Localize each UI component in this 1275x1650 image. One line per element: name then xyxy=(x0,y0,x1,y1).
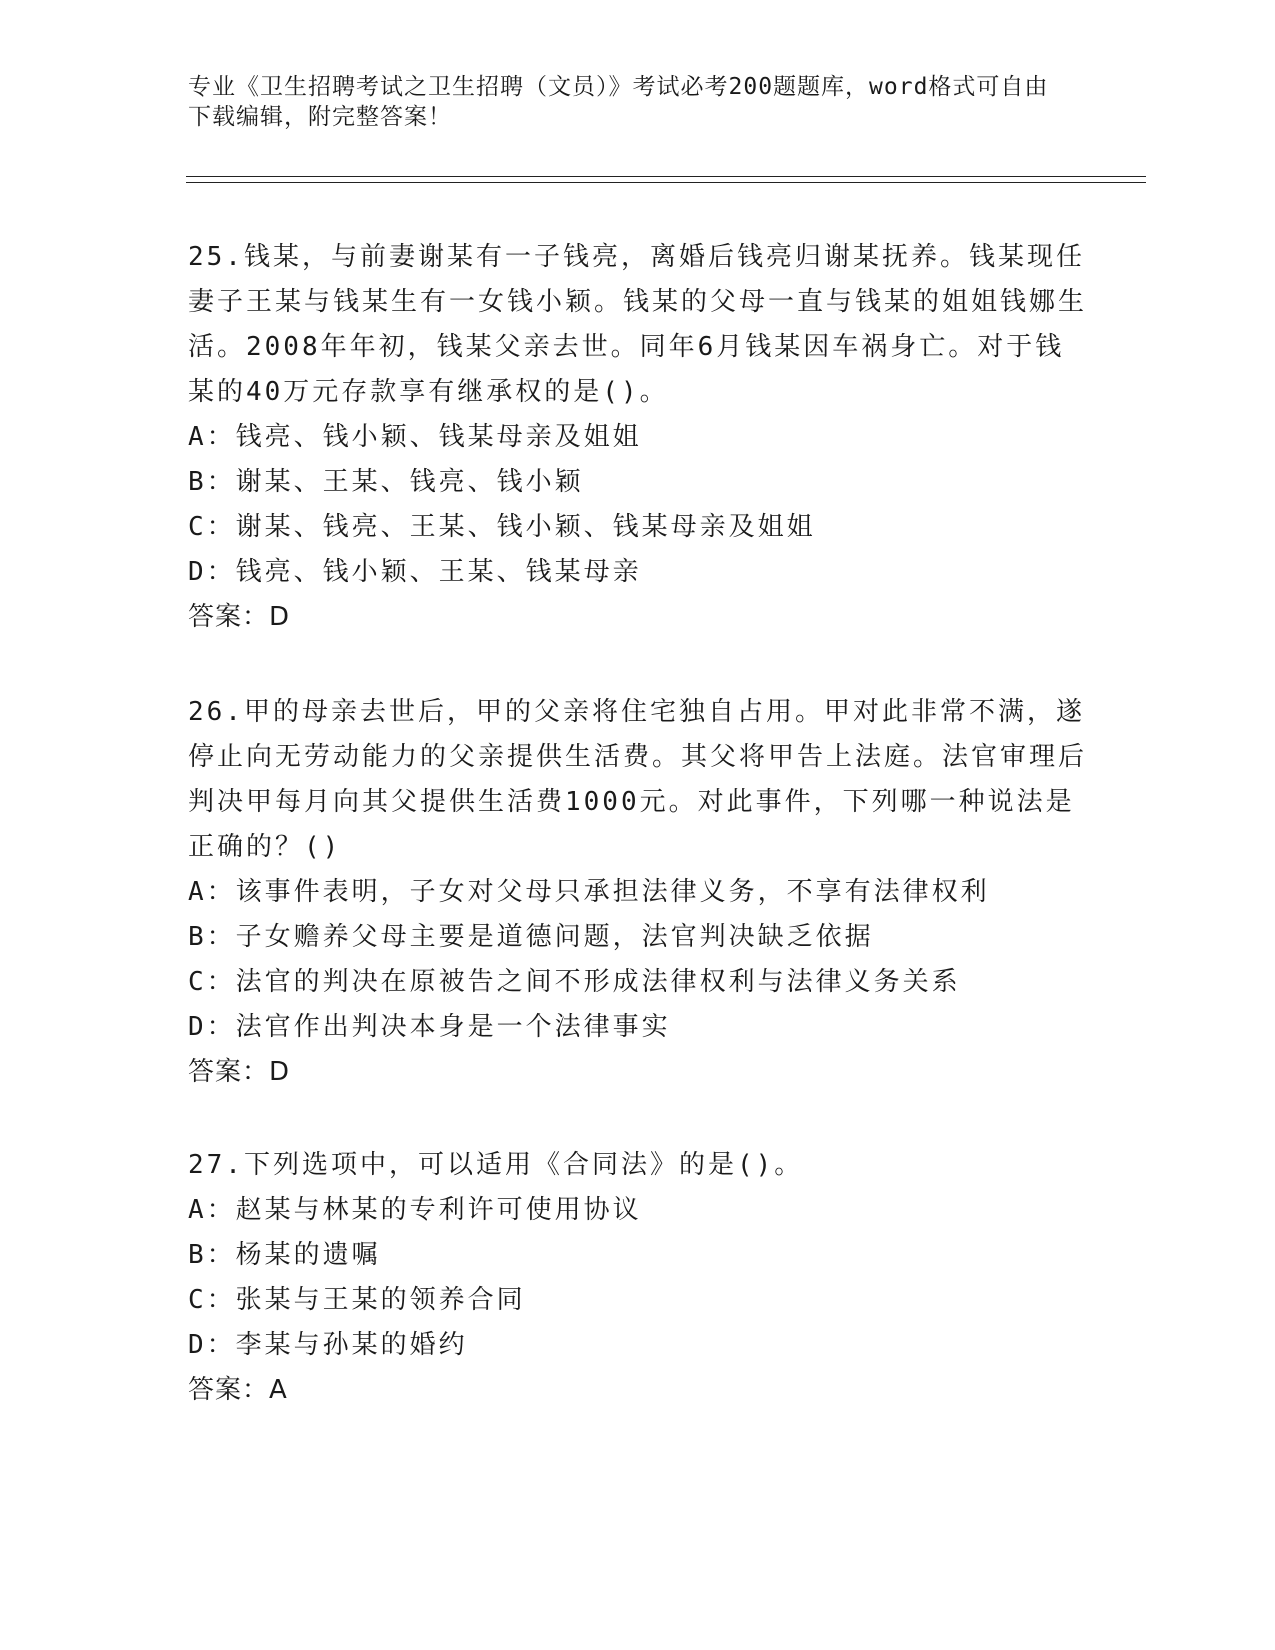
header-intro-text: 专业《卫生招聘考试之卫生招聘（文员）》考试必考200题题库，word格式可自由下载编辑，附完整答案！ xyxy=(188,74,1049,130)
option-a: A：赵某与林某的专利许可使用协议 xyxy=(188,1195,642,1225)
answer-line: 答案：A xyxy=(188,1375,288,1405)
option-b: B：谢某、王某、钱亮、钱小颖 xyxy=(188,467,584,497)
question-stem: 25.钱某，与前妻谢某有一子钱亮，离婚后钱亮归谢某抚养。钱某现任妻子王某与钱某生有一女钱小颖。钱某的父母一直与钱某的姐姐钱娜生活。2008年年初，钱某父亲去世。同年6月钱某因车祸身亡。对于钱某的40万元存款享有继承权的是()。 xyxy=(188,242,1088,407)
option-b: B：子女赡养父母主要是道德问题，法官判决缺乏依据 xyxy=(188,922,874,952)
question-25 xyxy=(188,235,1088,640)
option-a: A：钱亮、钱小颖、钱某母亲及姐姐 xyxy=(188,422,642,452)
option-c: C：张某与王某的领养合同 xyxy=(188,1285,526,1315)
option-c: C：谢某、钱亮、王某、钱小颖、钱某母亲及姐姐 xyxy=(188,512,816,542)
option-d: D：李某与孙某的婚约 xyxy=(188,1330,468,1360)
header-divider-bottom xyxy=(186,182,1146,183)
header-divider-top xyxy=(186,176,1146,177)
option-a: A：该事件表明，子女对父母只承担法律义务，不享有法律权利 xyxy=(188,877,990,907)
question-27 xyxy=(188,1143,1088,1413)
question-stem: 26.甲的母亲去世后，甲的父亲将住宅独自占用。甲对此非常不满，遂停止向无劳动能力的父亲提供生活费。其父将甲告上法庭。法官审理后判决甲每月向其父提供生活费1000元。对此事件，下列哪一种说法是正确的？() xyxy=(188,697,1088,862)
answer-line: 答案：D xyxy=(188,1057,291,1087)
question-stem: 27.下列选项中，可以适用《合同法》的是()。 xyxy=(188,1150,804,1180)
answer-line: 答案：D xyxy=(188,602,291,632)
option-c: C：法官的判决在原被告之间不形成法律权利与法律义务关系 xyxy=(188,967,961,997)
option-d: D：法官作出判决本身是一个法律事实 xyxy=(188,1012,671,1042)
option-d: D：钱亮、钱小颖、王某、钱某母亲 xyxy=(188,557,642,587)
document-header xyxy=(188,72,1068,132)
option-b: B：杨某的遗嘱 xyxy=(188,1240,381,1270)
question-26 xyxy=(188,690,1088,1095)
